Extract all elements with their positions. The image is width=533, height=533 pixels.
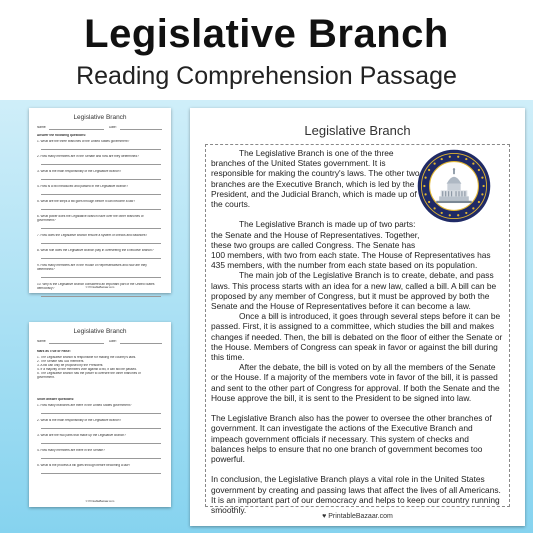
seal-star bbox=[472, 207, 474, 209]
answer-line bbox=[41, 258, 161, 259]
date-label: Date: bbox=[109, 340, 117, 343]
paragraph: Once a bill is introduced, it goes through several steps before it can be passed. First, it is assigned to a committee, which studies the bill and makes changes if needed. Then, the bill is debated on the floor of either the Senate or the House. Members of Congress can speak in favor or against the bill during this time. bbox=[211, 311, 503, 363]
seal-star bbox=[457, 214, 459, 216]
worksheet-item: 3. A bill can only be proposed by the President. bbox=[37, 364, 104, 367]
answer-line bbox=[41, 473, 161, 474]
worksheet-item: 3. What are the two parts that make up the Legislative Branch? bbox=[37, 434, 126, 437]
seal-star bbox=[482, 185, 484, 187]
worksheet-title: Legislative Branch bbox=[73, 328, 127, 335]
date-label: Date: bbox=[109, 126, 117, 129]
answer-line bbox=[41, 458, 161, 459]
paragraph: The Legislative Branch is one of the three branches of the United States government. It is responsible for making the country's laws. The other two branches are the Executive Branch, which is led by the President, and the Judicial Branch, which is made up of the courts. bbox=[211, 148, 420, 210]
worksheet-footer: © PrintableBazaar.com bbox=[85, 286, 115, 289]
seal-star bbox=[465, 212, 467, 214]
seal-star bbox=[478, 201, 480, 203]
seal-star bbox=[449, 214, 451, 216]
worksheet-item: 1. The Legislative Branch is responsible for making the country's laws. bbox=[37, 356, 137, 359]
answer-line bbox=[41, 179, 161, 180]
paragraph: The main job of the Legislative Branch is to create, debate, and pass laws. This process starts with an idea for a new law, called a bill. A bill can be proposed by any member of Congress, but it must be approved by both the Senate and the House of Representatives before it can become a law. bbox=[211, 270, 497, 312]
header bbox=[0, 0, 533, 100]
worksheet-item: democracy? bbox=[37, 287, 55, 290]
worksheet-item: 7. How does the Legislative Branch ensure a system of checks and balances? bbox=[37, 234, 148, 237]
worksheet-item: 4. If a majority of the members vote against a bill, it can still be passed. bbox=[37, 368, 137, 371]
seal-star bbox=[457, 156, 459, 158]
paragraph: The Legislative Branch also has the power to oversee the other branches of government. It can investigate the actions of the Executive Branch and impeach government officials if necessary. This system of checks and balances helps to ensure that no one branch of government becomes too powerful. bbox=[211, 413, 492, 465]
answer-line bbox=[41, 277, 161, 278]
worksheet-item: 2. The Senate has 435 members. bbox=[37, 360, 85, 363]
answer-line bbox=[41, 228, 161, 229]
seal-star bbox=[423, 185, 425, 187]
seal-star bbox=[424, 177, 426, 179]
printablebazaar-logo: ♥ PrintableBazaar.com bbox=[322, 513, 393, 520]
worksheet-item: 6. What power does the Legislative Branch have over the other branches of bbox=[37, 215, 144, 218]
paragraph: In conclusion, the Legislative Branch plays a vital role in the United States government by creating and passing laws that affect the lives of all Americans. It is an important part of our democracy and helps to keep our country running smoothly. bbox=[211, 474, 501, 516]
seal-star bbox=[465, 158, 467, 160]
date-line bbox=[120, 129, 162, 130]
answer-line bbox=[41, 194, 161, 195]
worksheet-item: government? bbox=[37, 219, 56, 222]
worksheet-item: 2. How many members are in the Senate and how are they determined? bbox=[37, 155, 139, 158]
true-false-worksheet-preview[interactable] bbox=[29, 322, 171, 507]
worksheet-item: 4. How many members are there in the Senate? bbox=[37, 449, 105, 452]
seal-star bbox=[428, 169, 430, 171]
name-label: Name: bbox=[37, 340, 47, 343]
name-line bbox=[49, 343, 104, 344]
answer-line bbox=[41, 209, 161, 210]
seal-star bbox=[472, 163, 474, 165]
worksheet-item: 1. What are the three branches of the United States government? bbox=[37, 140, 130, 143]
worksheet-footer: © PrintableBazaar.com bbox=[85, 500, 115, 503]
paragraph: The Legislative Branch is made up of two parts: the Senate and the House of Representatives. Together, these two groups are called Congress. The Senate has 100 members, with two from each state. The House of Representatives has 435 members, with the number from each state based on its population. bbox=[211, 219, 491, 271]
answer-line bbox=[41, 149, 161, 150]
worksheet-item: determined? bbox=[37, 268, 55, 271]
seal-star bbox=[481, 193, 483, 195]
worksheet-item: government. bbox=[37, 376, 55, 379]
seal-star bbox=[434, 163, 436, 165]
seal-star bbox=[481, 177, 483, 179]
page-title: Legislative Branch bbox=[84, 12, 449, 56]
section-heading: Answer the following questions: bbox=[37, 134, 87, 137]
worksheet-item: 1. How many branches are there in the United States government? bbox=[37, 404, 132, 407]
worksheet-item: 4. How is a bill introduced and passed in the Legislative Branch? bbox=[37, 185, 129, 188]
seal-star bbox=[441, 158, 443, 160]
answer-line bbox=[41, 428, 161, 429]
passage-title: Legislative Branch bbox=[304, 123, 411, 138]
name-line bbox=[49, 129, 104, 130]
worksheet-item: 9. How many members are in the House of Representatives and how are they bbox=[37, 264, 147, 267]
paragraph: After the debate, the bill is voted on by all the members of the Senate or the House. If a majority of the members vote in favor of the bill, it is passed and sent to the other part of Congress for approval. If both the Senate and the House approve the bill, it is sent to the President to be signed into law. bbox=[211, 362, 500, 403]
worksheet-item: 3. What is the main responsibility of the Legislative Branch? bbox=[37, 170, 122, 173]
seal-star bbox=[449, 156, 451, 158]
answer-line bbox=[41, 296, 161, 297]
date-line bbox=[120, 343, 162, 344]
seal-star bbox=[441, 212, 443, 214]
seal-star bbox=[424, 193, 426, 195]
worksheet-title: Legislative Branch bbox=[73, 114, 127, 121]
worksheet-item: 5. What are the steps a bill goes through before it can become a law? bbox=[37, 200, 135, 203]
capitol-seal-icon bbox=[417, 149, 491, 223]
answer-line bbox=[41, 413, 161, 414]
seal-star bbox=[428, 201, 430, 203]
seal-star bbox=[434, 207, 436, 209]
answer-line bbox=[41, 164, 161, 165]
worksheet-item: 2. What is the main responsibility of the Legislative Branch? bbox=[37, 419, 122, 422]
worksheet-item: 5. The Legislative Branch has the power to oversee the other branches of bbox=[37, 372, 141, 375]
worksheet-item: 8. What role does the Legislative Branch play in overseeing the Executive Branch? bbox=[37, 249, 154, 252]
worksheet-item: 5. What is the process a bill goes through before becoming a law? bbox=[37, 464, 131, 467]
short-answer-heading: Short answer questions: bbox=[37, 398, 75, 401]
passage-sheet bbox=[190, 108, 525, 526]
seal-star bbox=[478, 169, 480, 171]
answer-line bbox=[41, 443, 161, 444]
tf-heading: Mark as True or False: bbox=[37, 350, 71, 353]
answer-line bbox=[41, 243, 161, 244]
worksheet-item: 10. Why is the Legislative Branch considered an important part of the United States bbox=[37, 283, 155, 286]
name-label: Name: bbox=[37, 126, 47, 129]
page-subtitle: Reading Comprehension Passage bbox=[76, 62, 457, 90]
questions-worksheet-preview[interactable] bbox=[29, 108, 171, 293]
